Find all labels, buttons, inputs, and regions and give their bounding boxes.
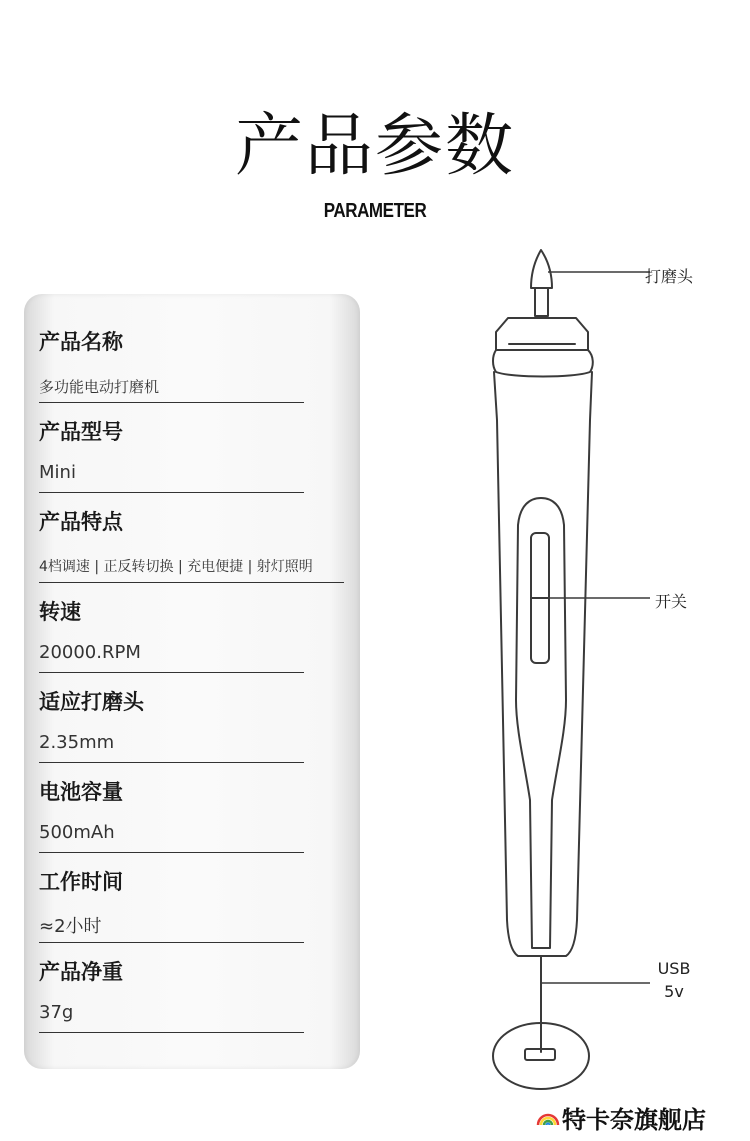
spec-value: 2.35mm	[39, 732, 115, 753]
callout-switch: 开关	[655, 592, 688, 611]
spec-value: 37g	[39, 1002, 74, 1023]
pen-collar	[493, 350, 593, 377]
spec-label: 电池容量	[39, 780, 123, 804]
callout-usb-line1: USB	[657, 959, 691, 978]
grinding-bit-shank	[535, 288, 548, 316]
spec-label: 产品净重	[39, 960, 123, 984]
spec-label: 产品型号	[39, 420, 123, 444]
spec-label: 工作时间	[39, 870, 123, 894]
grinding-bit-tip	[531, 250, 552, 288]
rainbow-icon	[536, 1105, 560, 1129]
spec-value: ≈2小时	[39, 916, 102, 937]
store-name: 特卡奈旗舰店	[562, 1104, 706, 1134]
spec-label: 产品特点	[39, 510, 123, 534]
spec-value: Mini	[39, 462, 76, 483]
spec-value: 500mAh	[39, 822, 115, 843]
chuck-cap	[496, 318, 588, 350]
spec-label: 产品名称	[39, 330, 123, 354]
page-subtitle: PARAMETER	[323, 200, 427, 222]
store-logo	[536, 1100, 706, 1134]
callout-grinding-head: 打磨头	[645, 267, 694, 286]
spec-value: 多功能电动打磨机	[39, 378, 160, 396]
spec-label: 适应打磨头	[39, 690, 144, 714]
spec-value: 20000.RPM	[39, 642, 141, 663]
callout-usb-line2: 5v	[664, 982, 684, 1001]
switch-slot	[516, 498, 566, 948]
page-title: 产品参数	[234, 107, 515, 186]
spec-label: 转速	[39, 600, 81, 624]
callout-usb	[655, 957, 693, 1003]
spec-value: 4档调速 | 正反转切换 | 充电便捷 | 射灯照明	[39, 559, 313, 575]
